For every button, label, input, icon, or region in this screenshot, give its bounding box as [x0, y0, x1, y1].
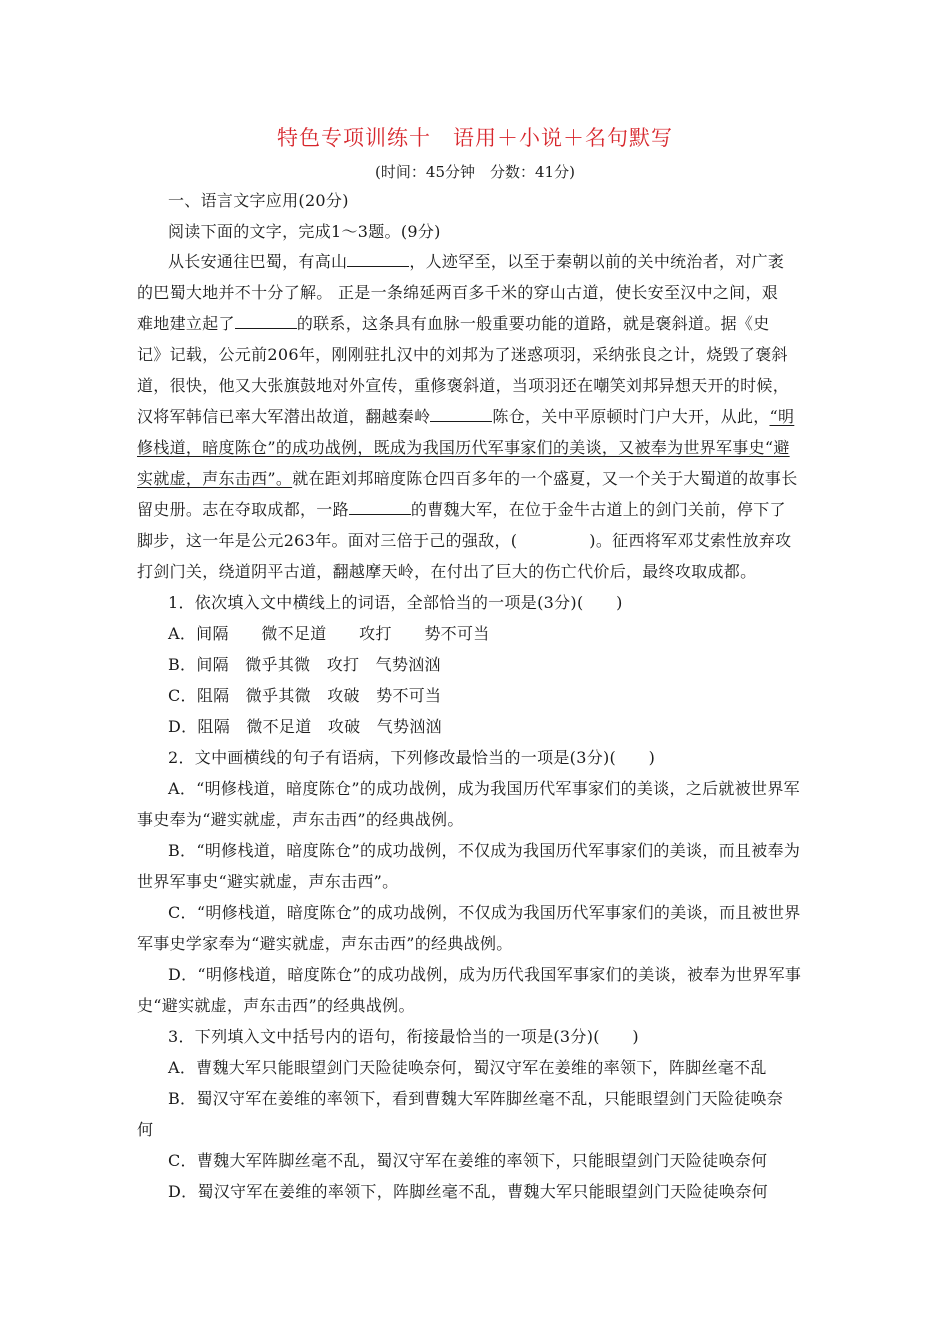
- passage-text: ，人迹罕至，以至于秦朝以前的关中统治者，对广袤: [409, 252, 785, 271]
- question-2-option-b: B．“明修栈道，暗度陈仓”的成功战例，不仅成为我国历代军事家们的美谈，而且被奉为: [168, 841, 801, 860]
- passage-text: 留史册。志在夺取成都，一路: [137, 500, 349, 519]
- passage-line: [137, 500, 817, 520]
- section-heading: 一、语言文字应用(20分): [168, 191, 349, 210]
- question-2-option-d: D．“明修栈道，暗度陈仓”的成功战例，成为历代我国军事家们的美谈，被奉为世界军事: [168, 965, 802, 984]
- question-3-option-d: D．蜀汉守军在姜维的率领下，阵脚丝毫不乱，曹魏大军只能眼望剑门天险徒唤奈何: [168, 1182, 768, 1201]
- fill-blank: [349, 500, 411, 515]
- passage-text: 陈仓，关中平原顿时门户大开，从此，: [492, 407, 770, 426]
- page-subtitle: (时间：45分钟 分数：41分): [375, 163, 575, 181]
- question-1-option-d: D．阻隔 微不足道 攻破 气势汹汹: [168, 717, 442, 736]
- passage-line: 道，很快，他又大张旗鼓地对外宣传，重修褒斜道，当项羽还在嘲笑刘邦异想天开的时候，: [137, 376, 790, 395]
- question-2-option-a-cont: 事史奉为“避实就虚，声东击西”的经典战例。: [137, 810, 464, 829]
- question-2-option-b-cont: 世界军事史“避实就虚，声东击西”。: [137, 872, 399, 891]
- passage-text: 的联系，这条具有血脉一般重要功能的道路，就是褒斜道。据《史: [296, 314, 770, 333]
- question-1-option-a: A．间隔 微不足道 攻打 势不可当: [168, 624, 490, 643]
- passage-line: 打剑门关，绕道阴平古道，翻越摩天岭，在付出了巨大的伤亡代价后，最终攻取成都。: [137, 562, 757, 581]
- passage-text: )。征西将军邓艾索性放弃攻: [589, 531, 792, 550]
- underlined-sentence: 修栈道，暗度陈仓”的成功战例，既成为我国历代军事家们的美谈，又被奉为世界军事史“避: [137, 438, 790, 457]
- passage-text: 难地建立起了: [137, 314, 235, 333]
- passage-text: 从长安通往巴蜀，有高山: [168, 252, 348, 271]
- page-title: 特色专项训练十 语用＋小说＋名句默写: [277, 126, 673, 150]
- question-1-option-c: C．阻隔 微乎其微 攻破 势不可当: [168, 686, 442, 705]
- question-2-option-d-cont: 史“避实就虚，声东击西”的经典战例。: [137, 996, 415, 1015]
- passage-text: 的曹魏大军，在位于金牛古道上的剑门关前，停下了: [410, 500, 786, 519]
- passage-line: [168, 252, 848, 272]
- question-3-stem: 3．下列填入文中括号内的语句，衔接最恰当的一项是(3分)( ): [168, 1027, 639, 1046]
- question-2-stem: 2．文中画横线的句子有语病，下列修改最恰当的一项是(3分)( ): [168, 748, 656, 767]
- fill-blank: [235, 314, 297, 329]
- question-3-option-a: A．曹魏大军只能眼望剑门天险徒唤奈何，蜀汉守军在姜维的率领下，阵脚丝毫不乱: [168, 1058, 767, 1077]
- question-3-option-b: B．蜀汉守军在姜维的率领下，看到曹魏大军阵脚丝毫不乱，只能眼望剑门天险徒唤奈: [168, 1089, 784, 1108]
- instruction-text: 阅读下面的文字，完成1～3题。(9分): [168, 222, 441, 241]
- underlined-sentence: “明: [769, 407, 795, 426]
- passage-text: 脚步，这一年是公元263年。面对三倍于己的强敌，(: [137, 531, 518, 550]
- passage-line: 的巴蜀大地并不十分了解。 正是一条绵延两百多千米的穿山古道，使长安至汉中之间，艰: [137, 283, 779, 302]
- passage-line: [137, 314, 817, 334]
- question-3-option-b-cont: 何: [137, 1120, 154, 1139]
- question-3-option-c: C．曹魏大军阵脚丝毫不乱，蜀汉守军在姜维的率领下，只能眼望剑门天险徒唤奈何: [168, 1151, 768, 1170]
- question-2-option-c: C．“明修栈道，暗度陈仓”的成功战例，不仅成为我国历代军事家们的美谈，而且被世界: [168, 903, 801, 922]
- passage-line: 记》记载，公元前206年，刚刚驻扎汉中的刘邦为了迷惑项羽，采纳张良之计，烧毁了褒斜: [137, 345, 788, 364]
- passage-line: [137, 407, 817, 427]
- passage-line: [137, 469, 817, 489]
- fill-blank: [347, 252, 409, 267]
- passage-line: [137, 531, 817, 551]
- passage-text: 就在距刘邦暗度陈仓四百多年的一个盛夏，又一个关于大蜀道的故事长: [292, 469, 798, 488]
- passage-text: 汉将军韩信已率大军潜出故道，翻越秦岭: [137, 407, 431, 426]
- question-1-option-b: B．间隔 微乎其微 攻打 气势汹汹: [168, 655, 441, 674]
- question-1-stem: 1．依次填入文中横线上的词语，全部恰当的一项是(3分)( ): [168, 593, 623, 612]
- fill-blank: [430, 407, 492, 422]
- underlined-sentence: 实就虚，声东击西”。: [137, 469, 293, 488]
- question-2-option-c-cont: 军事史学家奉为“避实就虚，声东击西”的经典战例。: [137, 934, 513, 953]
- question-2-option-a: A．“明修栈道，暗度陈仓”的成功战例，成为我国历代军事家们的美谈，之后就被世界军: [168, 779, 800, 798]
